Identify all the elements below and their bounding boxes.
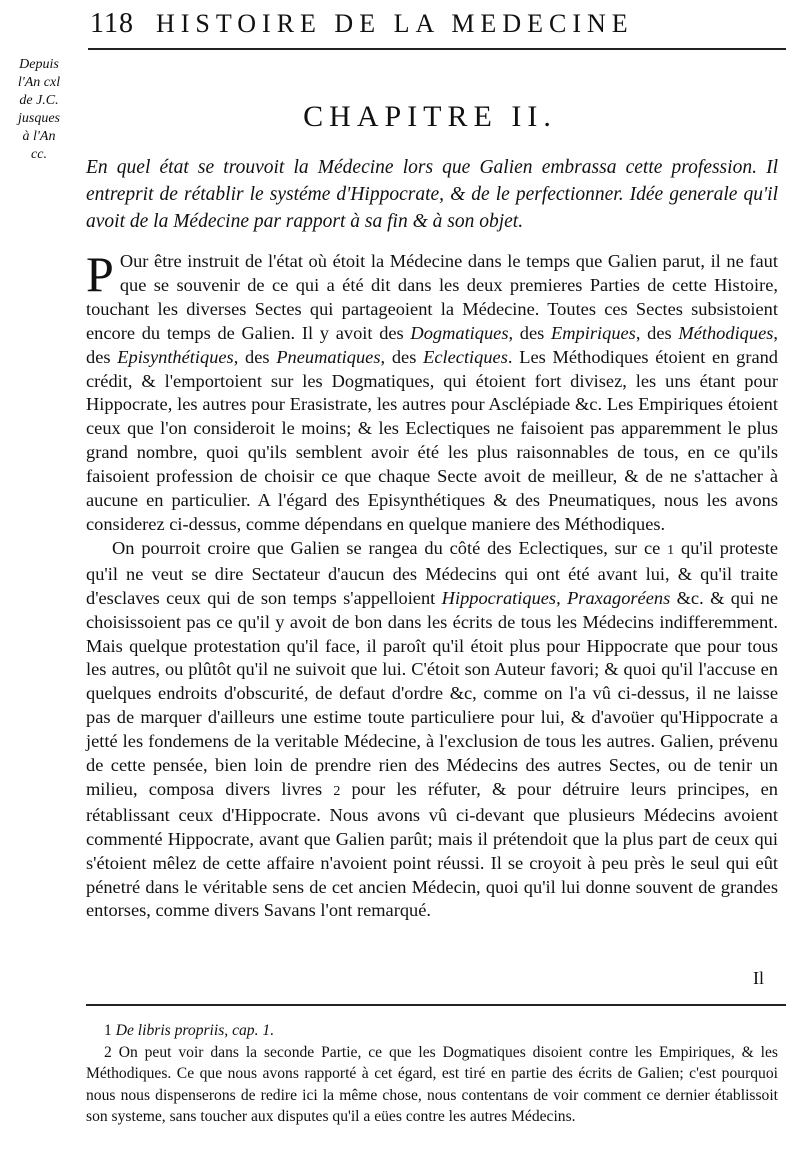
footnote-ref-2[interactable]: 2 <box>333 783 341 799</box>
text-run: , des <box>508 322 552 343</box>
text-run: , des <box>86 322 778 367</box>
text-run: . Les Méthodiques étoient en grand crédit, & l'emportoient sur les Dogmatiques, qui étoient fort divisez, les uns étant pour Hippocrate, les autres pour Erasistrate, les autres pour Asclépiade &c. Les Empiriques étoient ceux que l'on consideroit le moins; & les Eclectiques ne faisoient pas apparemment le plus grand nombre, quoi qu'ils semblent avoir été les plus raisonnables de tous, en ce qu'ils faisoient profession de choisir ce que chaque Secte avoit de meilleur, & de ne s'attacher à aucune en particulier. A l'égard des Episynthétiques & des Pneumatiques, nous les avons considerez ci-dessus, comme dépendans en quelque maniere des Méthodiques. <box>86 346 779 534</box>
text-run: &c. & qui ne choisissoient pas ce qu'il y avoit de bon dans les écrits de tous les Médecins indifferemment. Mais quelque protestation qu'il face, il paroît qu'il étoit plus pour Hippocrate que pour tous les autres, ou plûtôt qu'il ne suivoit que lui. C'étoit son Auteur favori; & quoi qu'il l'accuse en quelques endroits d'obscurité, de defaut d'ordre &c, comme on l'a vû ci-dessus, il ne laisse pas de marquer d'ailleurs une estime toute particuliere pour lui, & d'avoüer qu'Hippocrate a jetté les fondemens de la veritable Médecine, à l'exclusion de tous les autres. Galien, prévenu de cette pensée, bien loin de prendre rien des Médecins des autres Sectes, ou de tenir un milieu, composa divers livres <box>86 587 778 799</box>
margin-note-line: jusques <box>18 111 60 126</box>
sect-name: Pneumatiques <box>276 346 381 367</box>
running-head <box>90 8 780 44</box>
margin-note-line: cc. <box>31 147 47 162</box>
paragraph-1 <box>86 246 779 537</box>
sect-name: Empiriques <box>551 322 636 343</box>
margin-note-line: à l'An <box>22 129 56 144</box>
sect-name: Hippocratiques, Praxagoréens <box>441 587 671 608</box>
running-title: HISTOIRE DE LA MEDECINE <box>155 9 634 38</box>
margin-note-line: l'An cxl <box>17 75 61 90</box>
text-run: , des <box>233 346 277 367</box>
footnote-text: De libris propriis, cap. 1. <box>115 1022 275 1039</box>
text-run: , des <box>380 346 424 367</box>
footnote-number: 1 <box>104 1022 112 1039</box>
drop-cap: P <box>86 246 114 302</box>
margin-note-line: de J.C. <box>19 93 59 108</box>
chapter-summary: En quel état se trouvoit la Médecine lors que Galien embrassa cette profession. Il entreprit de rétablir le systéme d'Hippocrate, & de le perfectionner. Idée generale qu'il avoit de la Médecine par rapport à sa fin & à son objet. <box>86 157 778 232</box>
body-text <box>86 246 779 923</box>
text-run: , des <box>635 322 679 343</box>
sect-name: Eclectiques <box>423 346 508 367</box>
paragraph-2 <box>86 537 778 924</box>
page-number: 118 <box>90 8 134 39</box>
footnote-2 <box>86 1042 778 1128</box>
header-rule <box>88 48 786 50</box>
footnote-number: 2 <box>104 1043 112 1061</box>
footnote-1 <box>86 1020 778 1042</box>
text-run: On pourroit croire que Galien se rangea du côté des Eclectiques, sur ce <box>112 537 668 558</box>
footnote-text: On peut voir dans la seconde Partie, ce que les Dogmatiques disoient contre les Empiriques, & les Méthodiques. Ce que nous avons rapporté à cet égard, est tiré en partie des écrits de Galien; c'est pourquoi nous nous dispenserons de redire ici la même chose, nous contentans de voir comment ce dernier établissoit son systeme, sans toucher aux disputes qu'il a eües contre les autres Médecins. <box>86 1043 778 1125</box>
margin-note-line: Depuis <box>19 57 59 72</box>
sect-name: Episynthétiques <box>117 346 234 367</box>
footnote-ref-1[interactable]: 1 <box>667 542 675 558</box>
footnotes <box>86 1020 778 1128</box>
sect-name: Méthodiques <box>678 322 774 343</box>
chapter-title: CHAPITRE II. <box>303 100 557 133</box>
sect-name: Dogmatiques <box>410 322 509 343</box>
text-run: pour les réfuter, & pour détruire leurs principes, en rétablissant ceux d'Hippocrate. Nous avons vû ci-devant que plusieurs Médecins avoient commenté Hippocrate, avant que Galien parût; mais il prétendoit que la plus part de ceux qui s'étoient mêlez de cette affaire n'avoient point réussi. Il se croyoit à peu près le seul qui eût pénetré dans le véritable sens de cet ancien Médecin, quoi qu'il lui donne souvent de grandes entorses, comme divers Savans l'ont remarqué. <box>86 778 778 921</box>
text-run: Our être instruit de l'état où étoit la Médecine dans le temps que Galien parut, il ne faut que se souvenir de ce qui a été dit dans les deux premieres Parties de cette Histoire, touchant les diverses Sectes qui partageoient la Médecine. Toutes ces Sectes subsistoient encore du temps de Galien. Il y avoit des <box>86 251 778 343</box>
text-run: qu'il proteste qu'il ne veut se dire Sectateur d'aucun des Médecins qui ont été avant lui, & qu'il traite d'esclaves ceux qui de son temps s'appelloient <box>86 537 778 608</box>
footnote-rule <box>86 1004 786 1006</box>
catchword: Il <box>753 968 764 988</box>
